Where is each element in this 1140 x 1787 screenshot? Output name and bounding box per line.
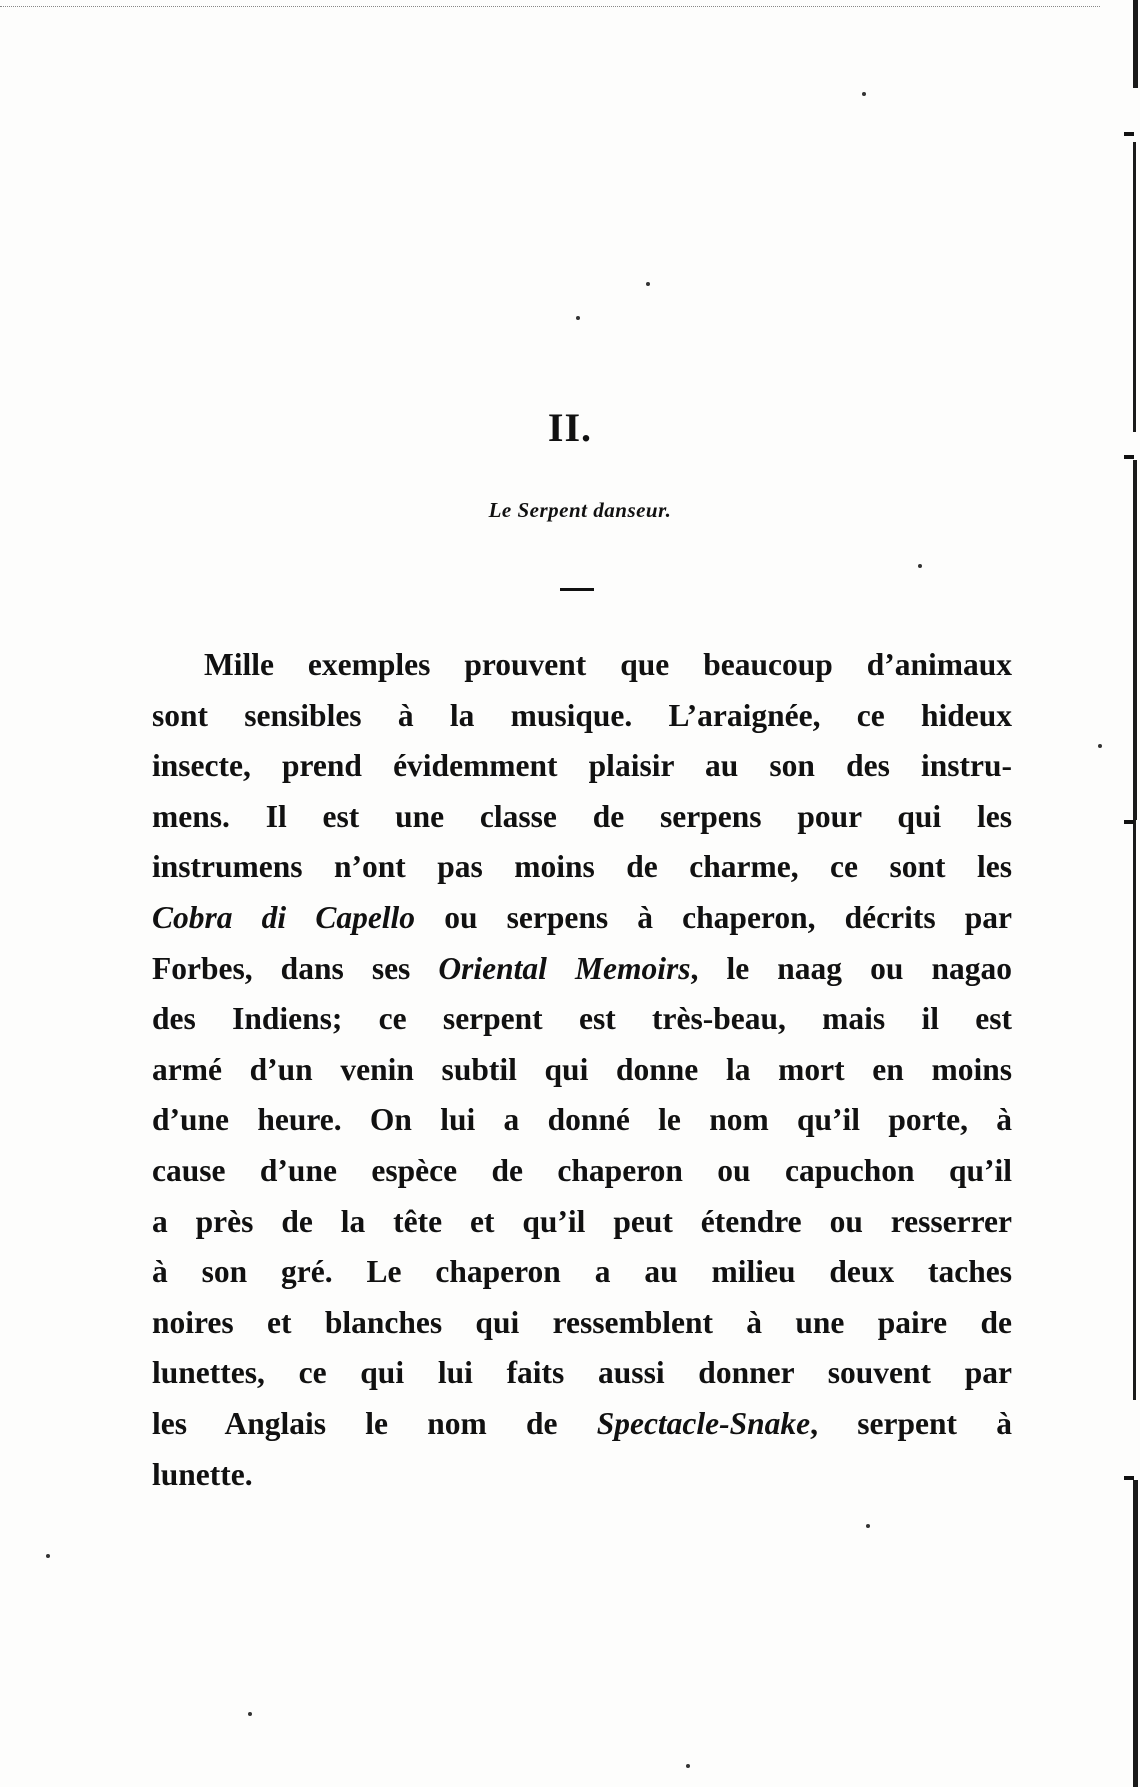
- scan-speck: [576, 316, 580, 320]
- binding-mark: [1124, 455, 1134, 459]
- scan-speck: [918, 564, 922, 568]
- text-line: lunette.: [152, 1456, 253, 1492]
- text-line: [152, 1399, 1012, 1450]
- text-run: , le naag ou nagao: [690, 950, 1013, 986]
- binding-shadow: [1133, 1480, 1138, 1787]
- text-run: Forbes, dans ses: [152, 950, 439, 986]
- italic-term: Oriental Memoirs: [438, 950, 691, 986]
- text-line: armé d’un venin subtil qui donne la mort en moins: [152, 1051, 1012, 1087]
- text-run: , serpent à: [810, 1405, 1012, 1441]
- scan-speck: [862, 92, 866, 96]
- chapter-title: Le Serpent danseur.: [488, 498, 672, 522]
- text-line: insecte, prend évidemment plaisir au son des instru-: [152, 748, 1012, 784]
- binding-mark: [1124, 1476, 1134, 1480]
- text-line: noires et blanches qui ressemblent à une paire de: [152, 1304, 1012, 1340]
- paragraph: [152, 640, 1012, 1500]
- text-line: des Indiens; ce serpent est très-beau, mais il est: [152, 1001, 1012, 1037]
- text-line: d’une heure. On lui a donné le nom qu’il porte, à: [152, 1102, 1012, 1138]
- text-run: les Anglais le nom de: [152, 1405, 597, 1441]
- scan-speck: [866, 1524, 870, 1528]
- text-line: [152, 944, 1012, 995]
- italic-term: Spectacle-Snake: [596, 1405, 811, 1441]
- text-line: instrumens n’ont pas moins de charme, ce sont les: [152, 849, 1012, 885]
- text-line: Mille exemples prouvent que beaucoup d’animaux: [204, 647, 1012, 682]
- binding-shadow: [1133, 142, 1136, 432]
- scan-speck: [1098, 744, 1102, 748]
- scan-speck: [248, 1712, 252, 1716]
- binding-mark: [1124, 132, 1134, 136]
- text-line: a près de la tête et qu’il peut étendre ou resserrer: [152, 1203, 1012, 1239]
- chapter-number: II.: [547, 405, 593, 450]
- text-line: à son gré. Le chaperon a au milieu deux taches: [152, 1254, 1012, 1290]
- binding-shadow: [1133, 820, 1136, 1400]
- italic-term: Cobra di Capello: [152, 899, 416, 935]
- title-divider: [560, 588, 594, 591]
- text-line: cause d’une espèce de chaperon ou capuchon qu’il: [152, 1152, 1012, 1188]
- scan-speck: [686, 1764, 690, 1768]
- binding-shadow: [1133, 0, 1138, 88]
- text-line: sont sensibles à la musique. L’araignée, ce hideux: [152, 697, 1012, 733]
- binding-mark: [1124, 820, 1134, 824]
- text-line: lunettes, ce qui lui faits aussi donner souvent par: [152, 1355, 1012, 1391]
- top-edge-noise: [0, 0, 1100, 7]
- scan-speck: [646, 282, 650, 286]
- text-line: [152, 893, 1012, 944]
- scan-speck: [46, 1554, 50, 1558]
- text-line: mens. Il est une classe de serpens pour qui les: [152, 798, 1012, 834]
- text-run: ou serpens à chaperon, décrits par: [415, 899, 1012, 935]
